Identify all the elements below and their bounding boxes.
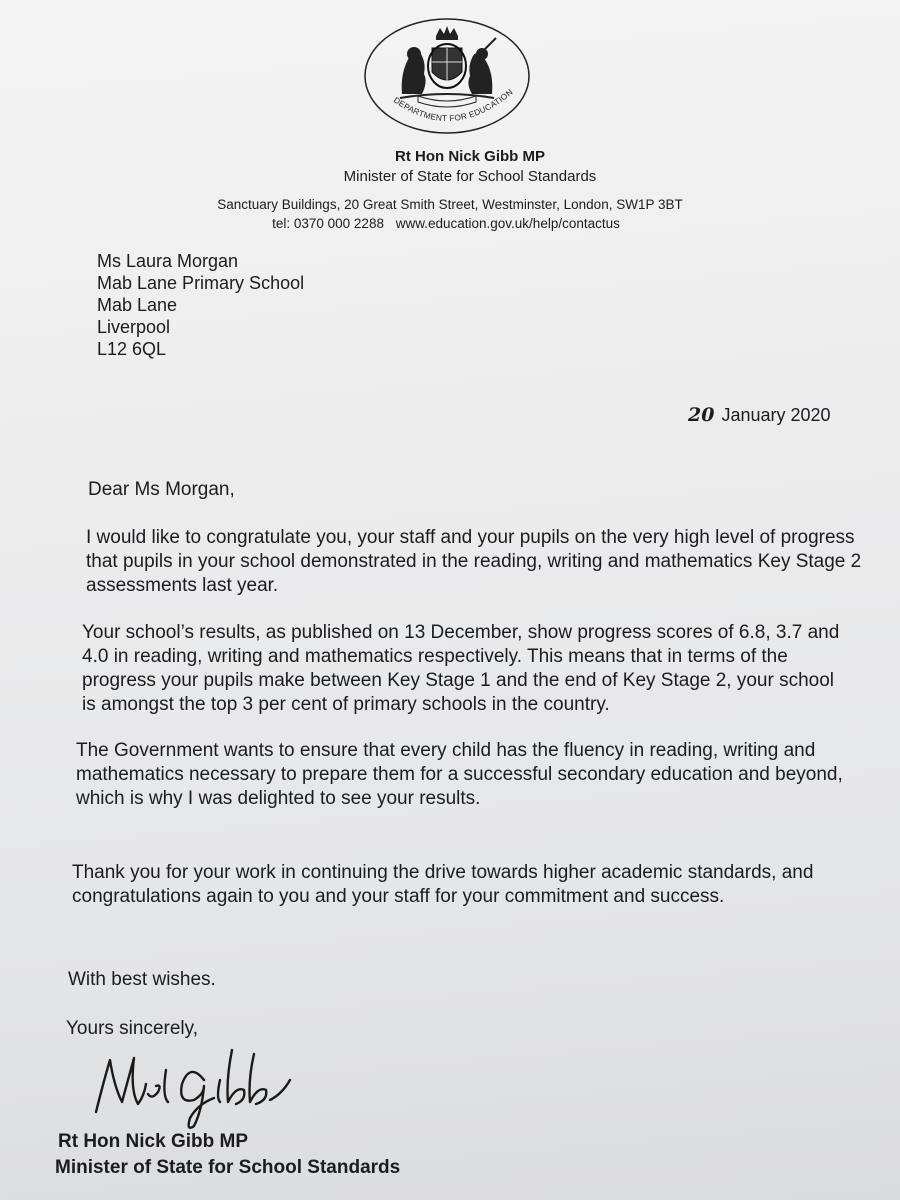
paragraph: The Government wants to ensure that every child has the fluency in reading, writing and mathematics necessary to prepare them for a successful secondary education and beyond, which is why I was delighted to see your results. bbox=[76, 740, 843, 809]
date-day-handwritten: 20 bbox=[688, 404, 715, 426]
paragraph: Thank you for your work in continuing the drive towards higher academic standards, and congratulations again to you and your staff for your commitment and success. bbox=[72, 862, 814, 907]
sender-tel: tel: 0370 000 2288 bbox=[272, 216, 384, 231]
sender-name: Rt Hon Nick Gibb MP bbox=[395, 148, 545, 165]
paragraph: I would like to congratulate you, your staff and your pupils on the very high level of progress that pupils in your school demonstrated in the reading, writing and mathematics Key Stage 2 assessments last year. bbox=[86, 527, 862, 596]
recipient-line: L12 6QL bbox=[97, 339, 167, 359]
signatory-name: Rt Hon Nick Gibb MP bbox=[58, 1131, 248, 1152]
recipient-line: Ms Laura Morgan bbox=[97, 251, 239, 271]
handwritten-signature bbox=[86, 1040, 306, 1130]
recipient-line: Liverpool bbox=[97, 317, 171, 337]
best-wishes: With best wishes. bbox=[68, 969, 216, 990]
recipient-line: Mab Lane Primary School bbox=[97, 273, 305, 293]
recipient-line: Mab Lane bbox=[97, 295, 178, 315]
salutation: Dear Ms Morgan, bbox=[88, 479, 235, 500]
sender-contact bbox=[0, 216, 900, 231]
recipient-address bbox=[97, 250, 304, 360]
sender-web-link[interactable]: www.education.gov.uk/help/contactus bbox=[395, 216, 620, 231]
closing: Yours sincerely, bbox=[66, 1018, 199, 1039]
royal-coat-of-arms-logo bbox=[362, 16, 532, 136]
crest-icon bbox=[362, 16, 532, 136]
sender-role: Minister of State for School Standards bbox=[343, 168, 597, 185]
signatory-role: Minister of State for School Standards bbox=[55, 1157, 401, 1178]
paragraph: Your school’s results, as published on 13 December, show progress scores of 6.8, 3.7 and 4.0 in reading, writing and mathematics respectively. This means that in terms of the progress your pupils make between Key Stage 1 and the end of Key Stage 2, your school is amongst the top 3 per cent of primary schools in the country. bbox=[82, 622, 840, 715]
date-month-year: January 2020 bbox=[721, 405, 831, 425]
signature-icon bbox=[86, 1040, 306, 1130]
sender-address: Sanctuary Buildings, 20 Great Smith Street, Westminster, London, SW1P 3BT bbox=[217, 197, 683, 212]
department-text: DEPARTMENT FOR EDUCATION bbox=[391, 87, 515, 124]
letter-date bbox=[688, 404, 831, 426]
